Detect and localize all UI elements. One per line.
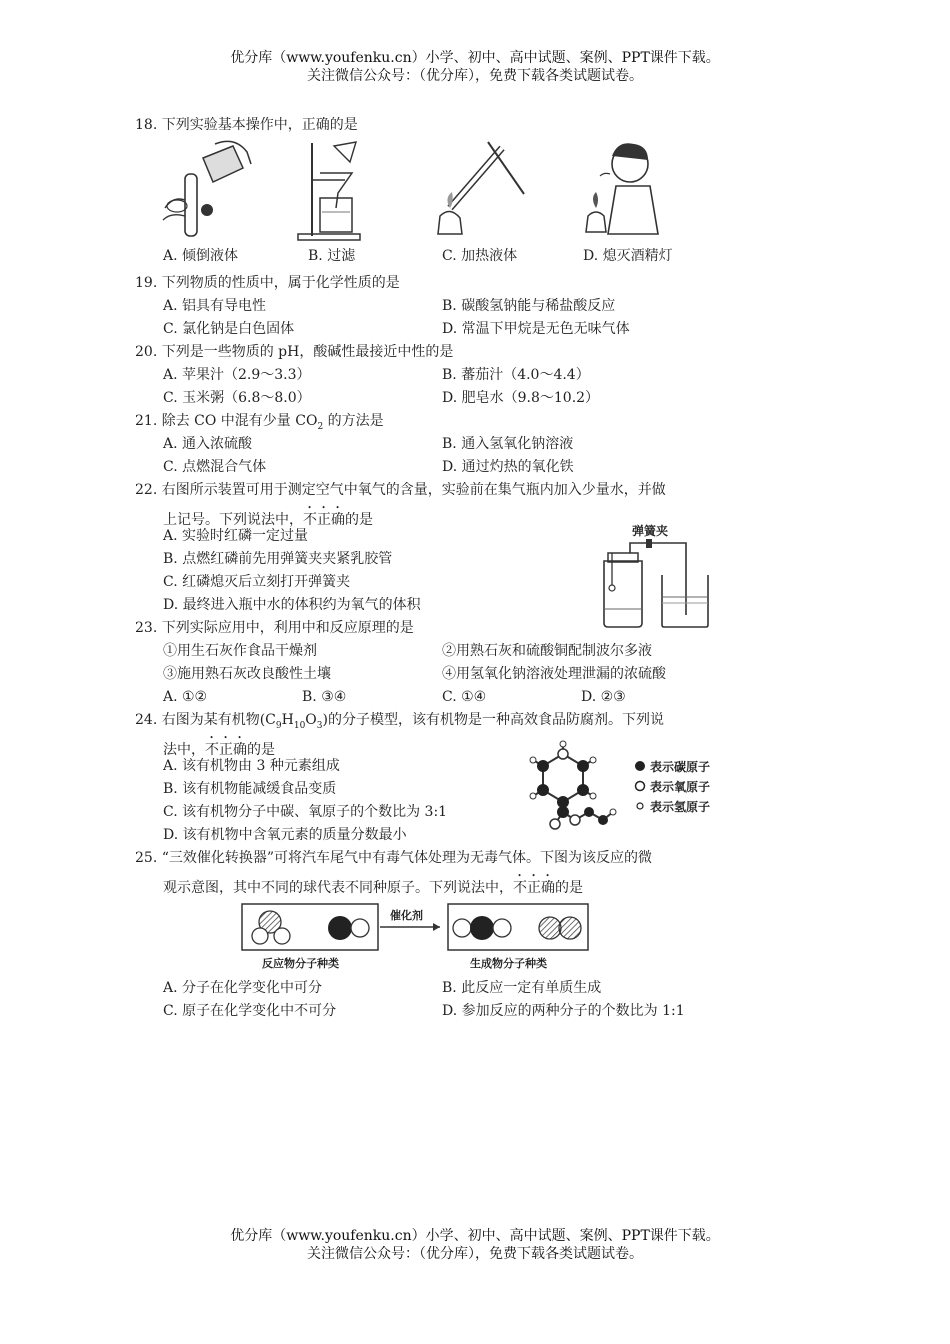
q21-option-c: C. 点燃混合气体 xyxy=(163,459,267,475)
footer-line-1: 优分库（www.youfenku.cn）小学、初中、高中试题、案例、PPT课件下载。 xyxy=(230,1228,720,1244)
q19-option-a: A. 铝具有导电性 xyxy=(163,298,267,314)
q18-option-c: C. 加热液体 xyxy=(442,248,518,264)
q23-statement-4: ④用氢氧化钠溶液处理泄漏的浓硫酸 xyxy=(442,666,666,682)
q22-option-c: C. 红磷熄灭后立刻打开弹簧夹 xyxy=(163,574,351,590)
q18-stem: 18. 下列实验基本操作中，正确的是 xyxy=(135,117,358,133)
q23-stem: 23. 下列实际应用中，利用中和反应原理的是 xyxy=(135,620,414,636)
q23-option-b: B. ③④ xyxy=(302,689,347,705)
q19-option-b: B. 碳酸氢钠能与稀盐酸反应 xyxy=(442,298,616,314)
q25-catalyst-label: 催化剂 xyxy=(390,909,423,922)
q24-legend-hydrogen: 表示氢原子 xyxy=(650,800,711,814)
header-line-1: 优分库（www.youfenku.cn）小学、初中、高中试题、案例、PPT课件下载。 xyxy=(230,50,720,66)
q25-option-d: D. 参加反应的两种分子的个数比为 1:1 xyxy=(442,1003,685,1019)
q22-option-d: D. 最终进入瓶中水的体积约为氧气的体积 xyxy=(163,597,421,613)
q19-option-c: C. 氯化钠是白色固体 xyxy=(163,321,295,337)
q25-stem-line2: 观示意图，其中不同的球代表不同种原子。下列说法中，不正确的是 xyxy=(163,880,583,896)
q20-stem: 20. 下列是一些物质的 pH，酸碱性最接近中性的是 xyxy=(135,344,454,360)
q24-stem-line2: 法中，不正确的是 xyxy=(163,742,275,758)
q18-figure-filter xyxy=(290,138,370,243)
q22-option-b: B. 点燃红磷前先用弹簧夹夹紧乳胶管 xyxy=(163,551,393,567)
q24-option-b: B. 该有机物能减缓食品变质 xyxy=(163,781,337,797)
q20-option-a: A. 苹果汁（2.9～3.3） xyxy=(163,367,311,383)
q23-statement-3: ③施用熟石灰改良酸性土壤 xyxy=(163,666,331,682)
q25-stem-line1: 25. “三效催化转换器”可将汽车尾气中有毒气体处理为无毒气体。下图为该反应的微 xyxy=(135,850,653,866)
q25-reactants-label: 反应物分子种类 xyxy=(262,957,339,970)
q18-figure-pour-liquid xyxy=(155,138,255,243)
q20-option-b: B. 蕃茄汁（4.0～4.4） xyxy=(442,367,590,383)
q19-option-d: D. 常温下甲烷是无色无味气体 xyxy=(442,321,630,337)
q24-molecule-model xyxy=(525,740,635,835)
q20-option-c: C. 玉米粥（6.8～8.0） xyxy=(163,390,311,406)
q24-stem-line1: 24. 右图为某有机物$(C_9H_{10}O_3)$的分子模型，该有机物是一种高效食品防腐剂。下列说 xyxy=(135,712,664,731)
q24-legend-oxygen: 表示氧原子 xyxy=(650,780,711,794)
q25-option-b: B. 此反应一定有单质生成 xyxy=(442,980,602,996)
q22-stem-line1: 22. 右图所示装置可用于测定空气中氧气的含量，实验前在集气瓶内加入少量水，并做 xyxy=(135,482,666,498)
carbon-atom-legend-icon xyxy=(634,760,646,772)
q21-option-b: B. 通入氢氧化钠溶液 xyxy=(442,436,574,452)
q18-figure-heat-liquid xyxy=(430,138,530,243)
q24-option-d: D. 该有机物中含氧元素的质量分数最小 xyxy=(163,827,407,843)
oxygen-atom-legend-icon xyxy=(634,780,646,792)
q24-option-a: A. 该有机物由 3 种元素组成 xyxy=(163,758,340,774)
q23-statement-2: ②用熟石灰和硫酸铜配制波尔多液 xyxy=(442,643,652,659)
q23-statement-1: ①用生石灰作食品干燥剂 xyxy=(163,643,317,659)
q19-stem: 19. 下列物质的性质中，属于化学性质的是 xyxy=(135,275,400,291)
q21-stem: 21. 除去 CO 中混有少量 $CO_2$ 的方法是 xyxy=(135,413,384,432)
q22-option-a: A. 实验时红磷一定过量 xyxy=(163,528,309,544)
q22-fig-label-spring-clip: 弹簧夹 xyxy=(632,524,669,538)
hydrogen-atom-legend-icon xyxy=(634,800,646,812)
q23-option-a: A. ①② xyxy=(163,689,208,705)
q24-legend-carbon: 表示碳原子 xyxy=(650,760,711,774)
q18-option-d: D. 熄灭酒精灯 xyxy=(583,248,673,264)
q20-option-d: D. 肥皂水（9.8～10.2） xyxy=(442,390,600,406)
q24-option-c: C. 该有机物分子中碳、氧原子的个数比为 3:1 xyxy=(163,804,448,820)
q18-option-b: B. 过滤 xyxy=(308,248,356,264)
q25-option-a: A. 分子在化学变化中可分 xyxy=(163,980,323,996)
q22-stem-line2: 上记号。下列说法中，不正确的是 xyxy=(163,512,373,528)
q21-option-d: D. 通过灼热的氧化铁 xyxy=(442,459,574,475)
q18-figure-extinguish-lamp xyxy=(578,134,678,244)
q23-option-c: C. ①④ xyxy=(442,689,487,705)
footer-line-2: 关注微信公众号：（优分库），免费下载各类试题试卷。 xyxy=(307,1246,643,1262)
q22-figure-apparatus xyxy=(590,535,715,630)
q21-option-a: A. 通入浓硫酸 xyxy=(163,436,253,452)
q18-option-a: A. 倾倒液体 xyxy=(163,248,239,264)
q23-option-d: D. ②③ xyxy=(581,689,626,705)
q25-option-c: C. 原子在化学变化中不可分 xyxy=(163,1003,337,1019)
header-line-2: 关注微信公众号：（优分库），免费下载各类试题试卷。 xyxy=(307,68,643,84)
q25-products-label: 生成物分子种类 xyxy=(470,957,547,970)
